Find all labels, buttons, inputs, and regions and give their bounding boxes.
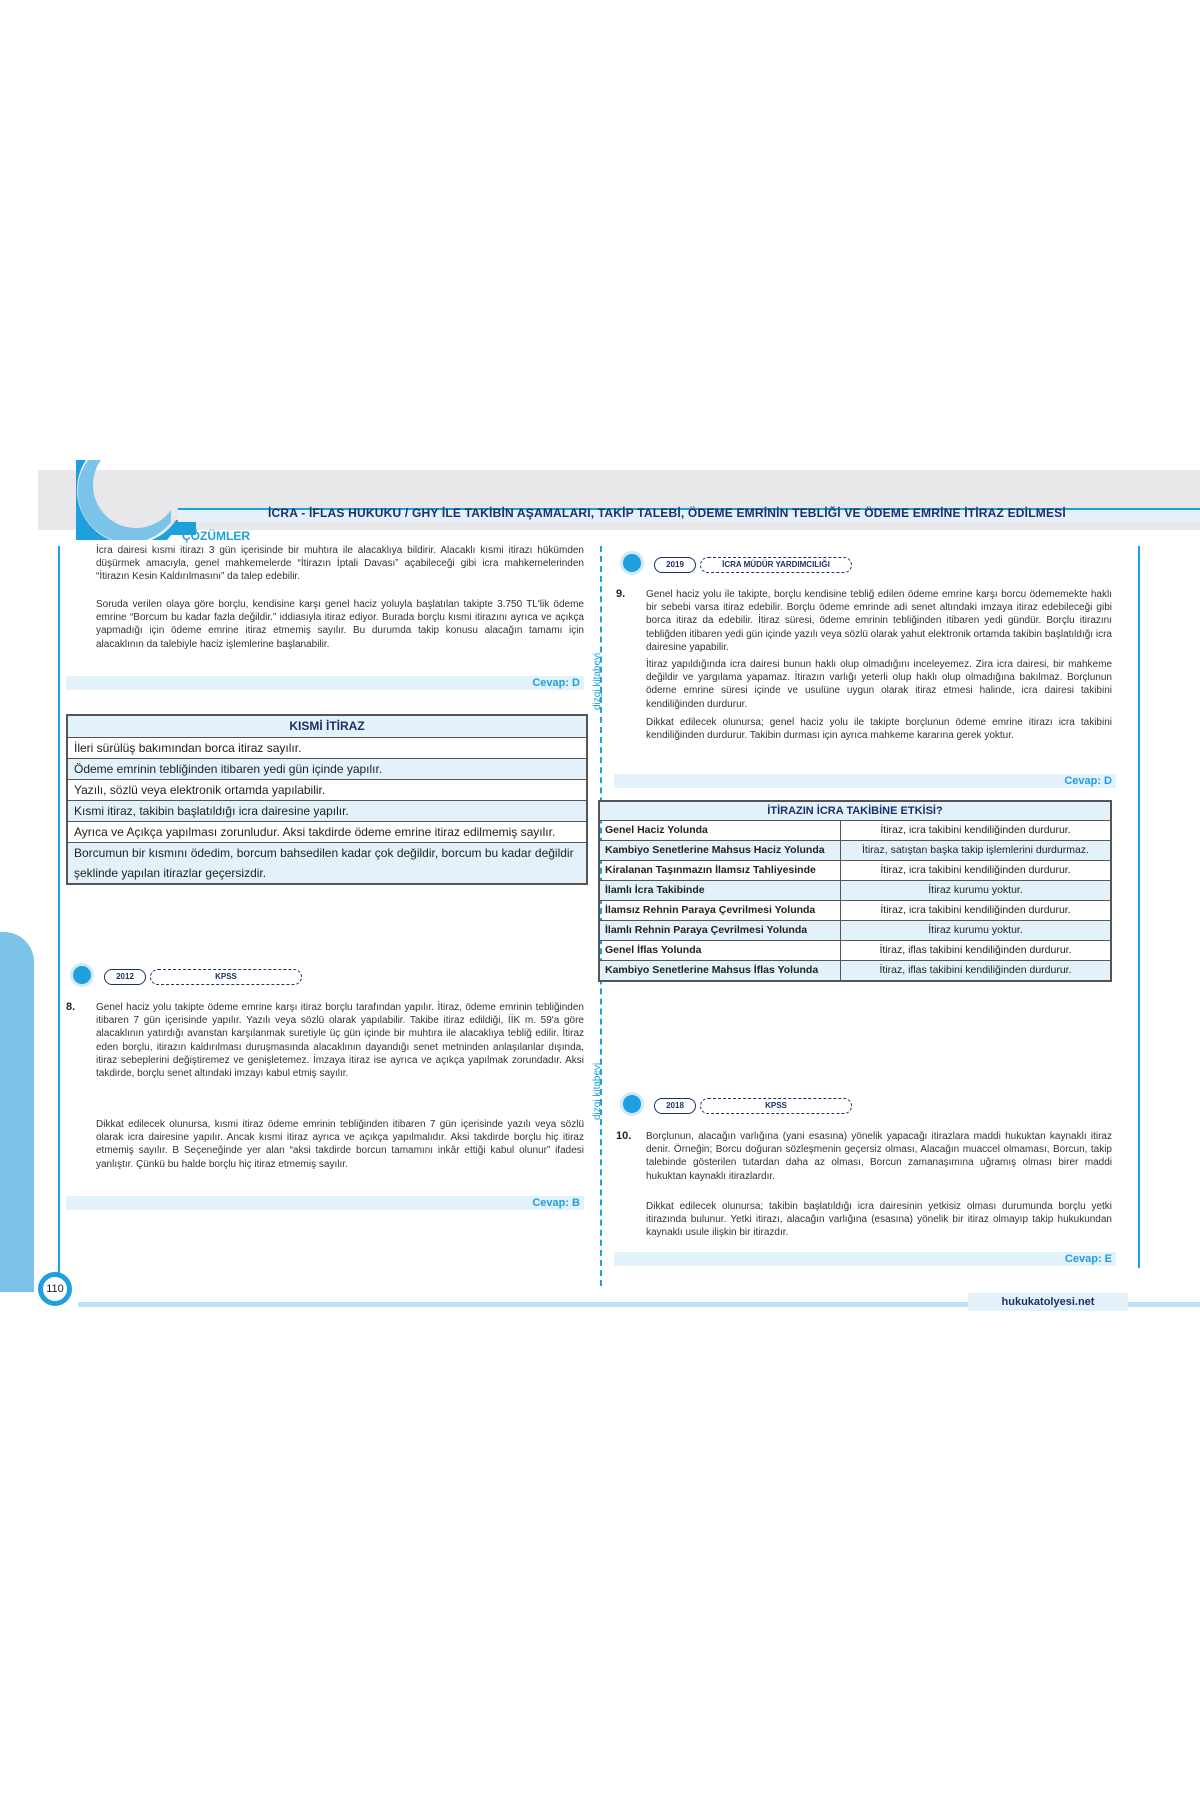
question-icon — [620, 1092, 644, 1116]
table-row: Yazılı, sözlü veya elektronik ortamda yapılabilir. — [68, 780, 586, 801]
answer-label: Cevap: D — [66, 676, 584, 690]
exam-year: 2018 — [654, 1098, 696, 1114]
exam-name: İCRA MÜDÜR YARDIMCILIĞI — [700, 557, 852, 573]
question-badge — [620, 1096, 900, 1114]
exam-year: 2019 — [654, 557, 696, 573]
question-10-paragraph-2: Dikkat edilecek olunursa; takibin başlatıldığı icra dairesinin yetkisiz olması durumunda borçlu yetki itirazında bulunur. Yetki itirazı, alacağın varlığına (esasına) yönelik bir itiraz olmayıp takip hukukundan kaynaklı usule ilişkin bir itirazdır. — [646, 1201, 1112, 1239]
side-tab — [0, 932, 34, 1292]
question-8-paragraph-2: Dikkat edilecek olunursa, kısmi itiraz ödeme emrinin tebliğinden itibaren 7 gün içerisinde yazılı veya sözlü olarak icra dairesine yapılır. Ancak kısmi itiraz ayrıca ve açıkça yapılmalıdır. Aksi takdirde borçlu hiç itiraz etmemiş sayılır. B Seçeneğinde yer alan “aksi takdirde borcun tamamını inkâr ettiği kabul olunur” ifadesi yanlıştır. Çünkü bu halde borçlu hiç itiraz etmemiş sayılır. — [96, 1119, 584, 1170]
logo-ring-icon — [76, 460, 196, 540]
intro-paragraph-1: İcra dairesi kısmi itirazı 3 gün içerisinde bir muhtıra ile alacaklıya bildirir. Alacaklı kısmi itirazı hükümden düşürmek amacıyla, genel mahkemelerde “İtirazın İptali Davası” açabileceği gibi icra mahkemelerinden “İtirazın Kesin Kaldırılmasını” da talep edebilir. — [96, 545, 584, 583]
side-label: dizgi kitabevi — [592, 652, 603, 710]
question-number: 9. — [616, 588, 626, 600]
side-label: dizgi kitabevi — [592, 1062, 603, 1120]
question-badge — [70, 967, 320, 985]
question-number: 8. — [66, 1001, 76, 1013]
intro-paragraph-2: Soruda verilen olaya göre borçlu, kendisine karşı genel haciz yoluyla başlatılan takipte 3.750 TL'lik ödeme emrine “Borcum bu kadar fazla değildir.” iddiasıyla itiraz ediyor. Burada borçlu kısmi itirazını ayrıca ve açıkça yapmadığı için ödeme emrine itiraz etmemiş sayılır. Bu durumda takip konusu alacağın tamamı için alacaklının da talebiyle haciz işlemlerine başlanabilir. — [96, 599, 584, 650]
question-number: 10. — [616, 1130, 632, 1142]
exam-name: KPSS — [700, 1098, 852, 1114]
right-border — [1138, 546, 1140, 1268]
question-9-paragraph-3: Dikkat edilecek olunursa; genel haciz yolu ile takipte borçlunun ödeme emrine itirazı icra takibini kendiliğinden durdurur. Takibin durması için ayrıca mahkeme kararına gerek yoktur. — [646, 717, 1112, 742]
table-row: Kısmi itiraz, takibin başlatıldığı icra dairesine yapılır. — [68, 801, 586, 822]
table-title: İTİRAZIN İCRA TAKİBİNE ETKİSİ? — [599, 801, 1111, 821]
table-row: Ödeme emrinin tebliğinden itibaren yedi gün içinde yapılır. — [68, 759, 586, 780]
table-cell: İlamsız Rehnin Paraya Çevrilmesi Yolunda — [599, 901, 841, 921]
question-icon — [70, 963, 94, 987]
question-9-paragraph-1: Genel haciz yolu ile takipte, borçlu kendisine tebliğ edilen ödeme emrine karşı borcu ödememekte haklı bir sebebi varsa itiraz edebilir. Borçlu ödeme emrinde adi senet altındaki imzaya itiraz edebileceği gibi borca itiraz da edebilir. İtiraz süresi, ödeme emrinin tebliğinden itibaren yedi gündür. Borçlu itirazını tebliğden itibaren yedi gün içinde yazılı veya sözlü olarak yahut elektronik ortamda takibin başlatıldığı icra dairesine yapabilir. — [646, 589, 1112, 653]
kismi-itiraz-table — [66, 714, 588, 885]
table-cell: Kambiyo Senetlerine Mahsus Haciz Yolunda — [599, 841, 841, 861]
table-cell: İtiraz, iflas takibini kendiliğinden durdurur. — [841, 941, 1112, 961]
itiraz-etkisi-table — [598, 800, 1112, 982]
table-cell: Kiralanan Taşınmazın İlamsız Tahliyesinde — [599, 861, 841, 881]
answer-label: Cevap: E — [614, 1252, 1116, 1266]
table-row: Borcumun bir kısmını ödedim, borcum bahsedilen kadar çok değildir, borcum bu kadar değildir şeklinde yapılan itirazlar geçersizdir. — [68, 843, 586, 883]
question-8-paragraph-1: Genel haciz yolu takipte ödeme emrine karşı itiraz borçlu tarafından yapılır. İtiraz, ödeme emrinin tebliğinden itibaren 7 gün içerisinde yapılır. Yazılı veya sözlü olarak yapılabilir. Takibe itiraz edildiği, İİK m. 59'a göre alacaklının yatırdığı avanstan karşılanmak suretiyle üç gün içinde bir muhtıra ile alacaklıya tebliğ edilir. İtiraz eden borçlu, itirazın kaldırılması duruşmasında alacaklının dayandığı senet metninden anlaşılanlar dışında, itiraz sebeplerini değiştiremez ve genişletemez. İmzaya itiraz ise ayrıca ve açıkça yapılmak zorundadır. Aksi takdirde, borçlu senet altındaki imzayı kabul etmiş sayılır. — [96, 1002, 584, 1080]
table-cell: İtiraz kurumu yoktur. — [841, 881, 1112, 901]
answer-label: Cevap: B — [66, 1196, 584, 1210]
question-icon — [620, 551, 644, 575]
table-cell: İtiraz, icra takibini kendiliğinden durdurur. — [841, 821, 1112, 841]
question-badge — [620, 555, 900, 573]
exam-name: KPSS — [150, 969, 302, 985]
table-cell: Genel İflas Yolunda — [599, 941, 841, 961]
book-page — [38, 470, 1200, 1330]
table-row: İleri sürülüş bakımından borca itiraz sayılır. — [68, 738, 586, 759]
table-cell: İtiraz, satıştan başka takip işlemlerini durdurmaz. — [841, 841, 1112, 861]
page-number: 110 — [38, 1272, 72, 1306]
table-cell: Genel Haciz Yolunda — [599, 821, 841, 841]
table-cell: İtiraz, iflas takibini kendiliğinden durdurur. — [841, 961, 1112, 982]
question-10-paragraph-1: Borçlunun, alacağın varlığına (yani esasına) yönelik yapacağı itirazlara maddi hukuktan kaynaklı itiraz denir. Örneğin; Borcu doğuran sözleşmenin geçersiz olması, Alacağın muaccel olmaması, Borcun, takip talebinde gösterilen tutardan daha az olması, Borcun zamanaşımına uğramış olması birer maddi hukuktan kaynaklı itirazlardır. — [646, 1131, 1112, 1182]
section-label: ÇÖZÜMLER — [182, 529, 250, 543]
table-cell: Kambiyo Senetlerine Mahsus İflas Yolunda — [599, 961, 841, 982]
table-cell: İlamlı Rehnin Paraya Çevrilmesi Yolunda — [599, 921, 841, 941]
left-border — [58, 546, 60, 1278]
page-title: İCRA - İFLAS HUKUKU / GHY İLE TAKİBİN AŞAMALARI, TAKİP TALEBİ, ÖDEME EMRİNİN TEBLİĞİ VE ÖDEME EMRİNE İTİRAZ EDİLMESİ — [268, 506, 1066, 520]
question-9-paragraph-2: İtiraz yapıldığında icra dairesi bunun haklı olup olmadığını inceleyemez. Zira icra dairesi, bir mahkeme değildir ve yargılama yapamaz. İtirazın varlığı yeterli olup haklı olup olmadığına bakılmaz. Borçlunun ödeme emrine süresi içinde ve usulüne uygun olarak itiraz etmesi halinde, icra dairesi takibini kendiliğinden durdurur. — [646, 659, 1112, 710]
table-title: KISMİ İTİRAZ — [68, 716, 586, 738]
table-row: Ayrıca ve Açıkça yapılması zorunludur. Aksi takdirde ödeme emrine itiraz edilmemiş sayılır. — [68, 822, 586, 843]
table-cell: İtiraz, icra takibini kendiliğinden durdurur. — [841, 861, 1112, 881]
table-cell: İlamlı İcra Takibinde — [599, 881, 841, 901]
answer-label: Cevap: D — [614, 774, 1116, 788]
footer-site: hukukatolyesi.net — [968, 1293, 1128, 1311]
exam-year: 2012 — [104, 969, 146, 985]
table-cell: İtiraz, icra takibini kendiliğinden durdurur. — [841, 901, 1112, 921]
table-cell: İtiraz kurumu yoktur. — [841, 921, 1112, 941]
